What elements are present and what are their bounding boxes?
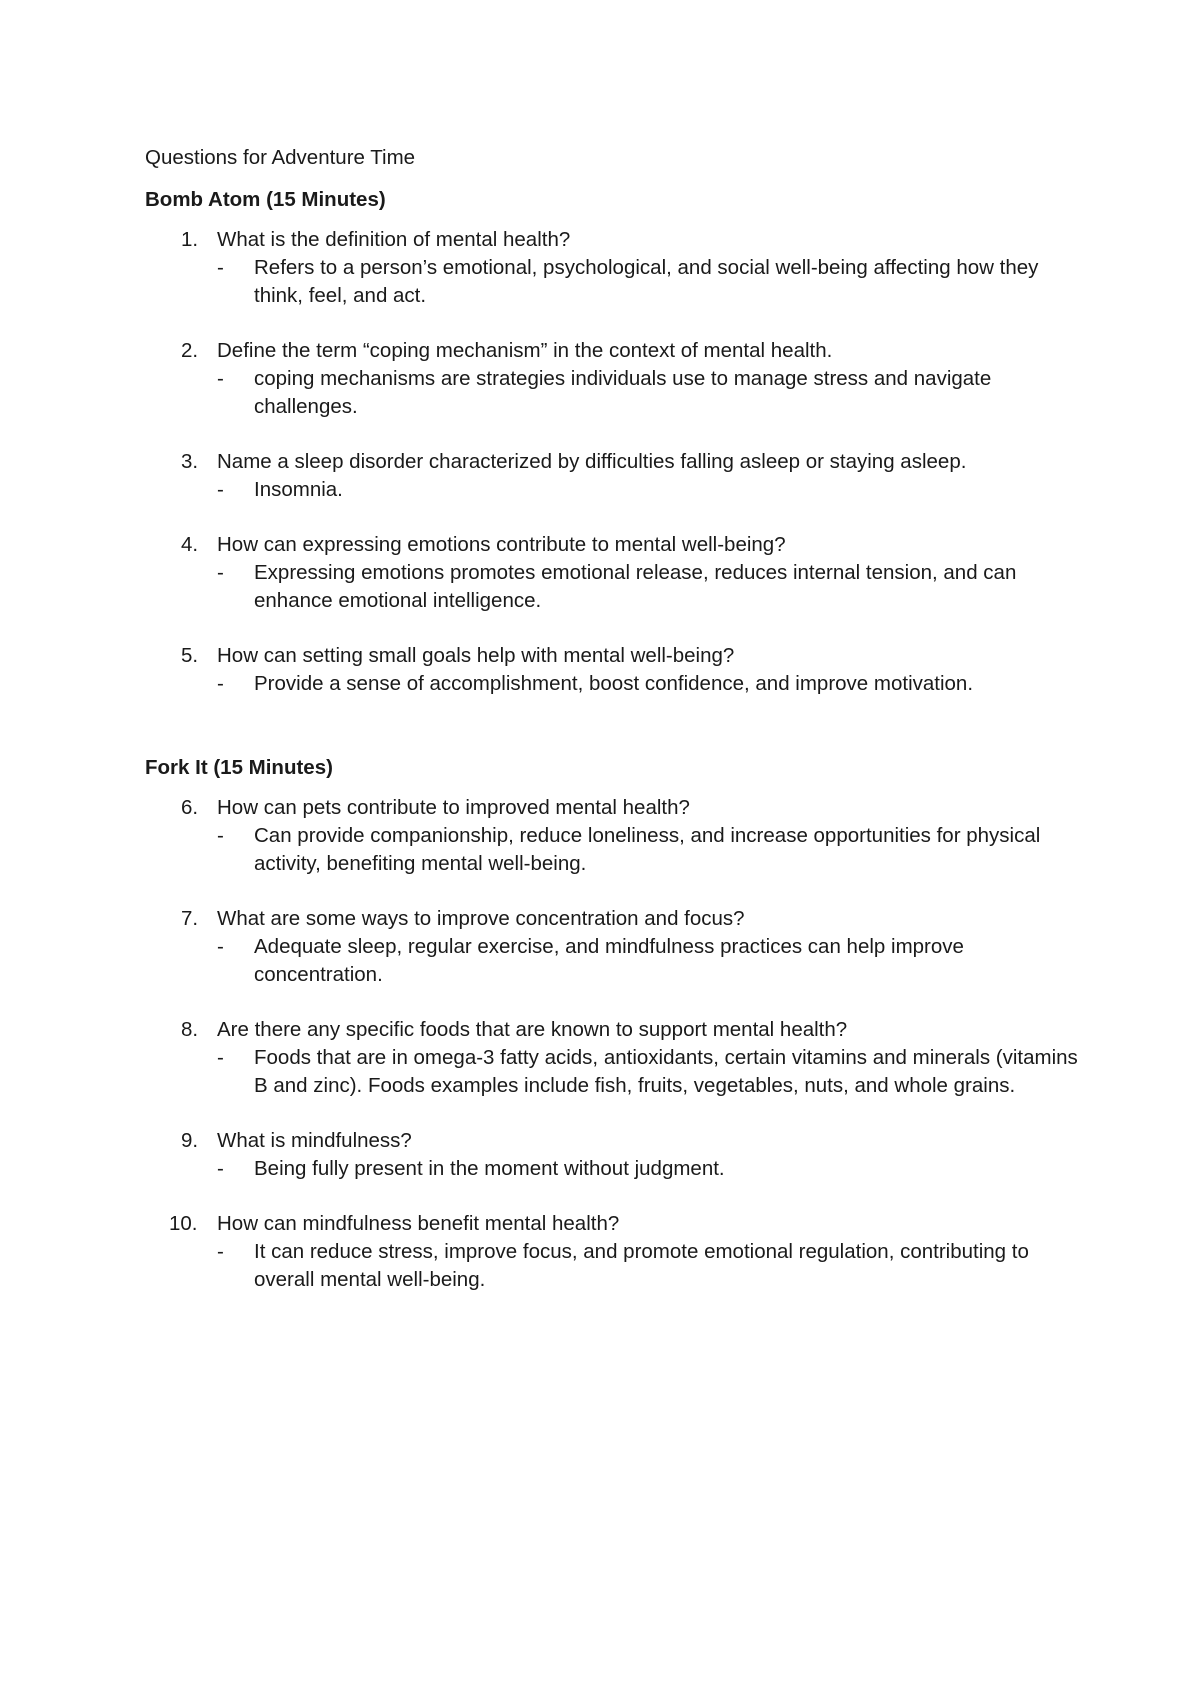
answer-label: Provide a sense of accomplishment, boost confidence, and improve motivation. [254, 672, 974, 695]
answer-dash: - [217, 367, 224, 390]
question-text [145, 1210, 1085, 1238]
question-item-1 [145, 226, 1085, 310]
answer-text [145, 1044, 1085, 1100]
question-label: Are there any specific foods that are known to support mental health? [217, 1018, 848, 1041]
question-label: Name a sleep disorder characterized by difficulties falling asleep or staying asleep. [217, 450, 967, 473]
answer-dash: - [217, 1046, 224, 1069]
question-label: How can expressing emotions contribute to mental well-being? [217, 533, 786, 556]
question-item-3 [145, 448, 1085, 504]
answer-text [145, 559, 1085, 615]
answer-label: Foods that are in omega-3 fatty acids, antioxidants, certain vitamins and minerals (vitamins B and zinc). Foods examples include fish, fruits, vegetables, nuts, and whole grains. [254, 1046, 1078, 1097]
answer-dash: - [217, 478, 224, 501]
question-text [145, 531, 1085, 559]
question-number: 9. [181, 1129, 199, 1152]
question-label: Define the term “coping mechanism” in the context of mental health. [217, 339, 833, 362]
answer-text [145, 1155, 1085, 1183]
question-label: How can mindfulness benefit mental health? [217, 1212, 620, 1235]
answer-text [145, 365, 1085, 421]
section-heading-fork-it: Fork It (15 Minutes) [145, 756, 333, 779]
question-number: 4. [181, 533, 199, 556]
question-item-8 [145, 1016, 1085, 1100]
question-label: How can setting small goals help with mental well-being? [217, 644, 735, 667]
question-text [145, 905, 1085, 933]
question-item-2 [145, 337, 1085, 421]
question-item-4 [145, 531, 1085, 615]
document-page [145, 144, 1085, 1294]
answer-text [145, 476, 1085, 504]
question-number: 1. [181, 228, 199, 251]
question-item-7 [145, 905, 1085, 989]
answer-text [145, 933, 1085, 989]
question-item-9 [145, 1127, 1085, 1183]
question-text [145, 642, 1085, 670]
question-number: 2. [181, 339, 199, 362]
question-number: 3. [181, 450, 199, 473]
section-heading-bomb-atom: Bomb Atom (15 Minutes) [145, 188, 386, 211]
answer-label: coping mechanisms are strategies individuals use to manage stress and navigate challenges. [254, 367, 992, 418]
question-label: What are some ways to improve concentration and focus? [217, 907, 745, 930]
question-label: How can pets contribute to improved mental health? [217, 796, 690, 819]
answer-dash: - [217, 824, 224, 847]
question-number: 8. [181, 1018, 199, 1041]
answer-dash: - [217, 256, 224, 279]
question-text [145, 1127, 1085, 1155]
answer-dash: - [217, 1157, 224, 1180]
question-label: What is the definition of mental health? [217, 228, 571, 251]
question-item-10 [145, 1210, 1085, 1294]
answer-text [145, 822, 1085, 878]
question-number: 10. [169, 1212, 198, 1235]
answer-dash: - [217, 935, 224, 958]
question-text [145, 226, 1085, 254]
answer-label: Insomnia. [254, 478, 343, 501]
answer-text [145, 670, 1085, 698]
question-item-5 [145, 642, 1085, 698]
answer-dash: - [217, 1240, 224, 1263]
answer-label: Adequate sleep, regular exercise, and mindfulness practices can help improve concentration. [254, 935, 964, 986]
answer-text [145, 1238, 1085, 1294]
answer-label: Can provide companionship, reduce loneliness, and increase opportunities for physical activity, benefiting mental well-being. [254, 824, 1041, 875]
answer-dash: - [217, 672, 224, 695]
question-number: 5. [181, 644, 199, 667]
question-label: What is mindfulness? [217, 1129, 412, 1152]
answer-label: Expressing emotions promotes emotional release, reduces internal tension, and can enhance emotional intelligence. [254, 561, 1017, 612]
question-number: 6. [181, 796, 199, 819]
document-title: Questions for Adventure Time [145, 146, 416, 169]
answer-text [145, 254, 1085, 310]
question-text [145, 1016, 1085, 1044]
answer-label: Refers to a person’s emotional, psychological, and social well-being affecting how they think, feel, and act. [254, 256, 1039, 307]
question-text [145, 337, 1085, 365]
answer-dash: - [217, 561, 224, 584]
answer-label: Being fully present in the moment without judgment. [254, 1157, 725, 1180]
question-text [145, 448, 1085, 476]
question-item-6 [145, 794, 1085, 878]
question-number: 7. [181, 907, 199, 930]
question-text [145, 794, 1085, 822]
answer-label: It can reduce stress, improve focus, and promote emotional regulation, contributing to overall mental well-being. [254, 1240, 1029, 1291]
